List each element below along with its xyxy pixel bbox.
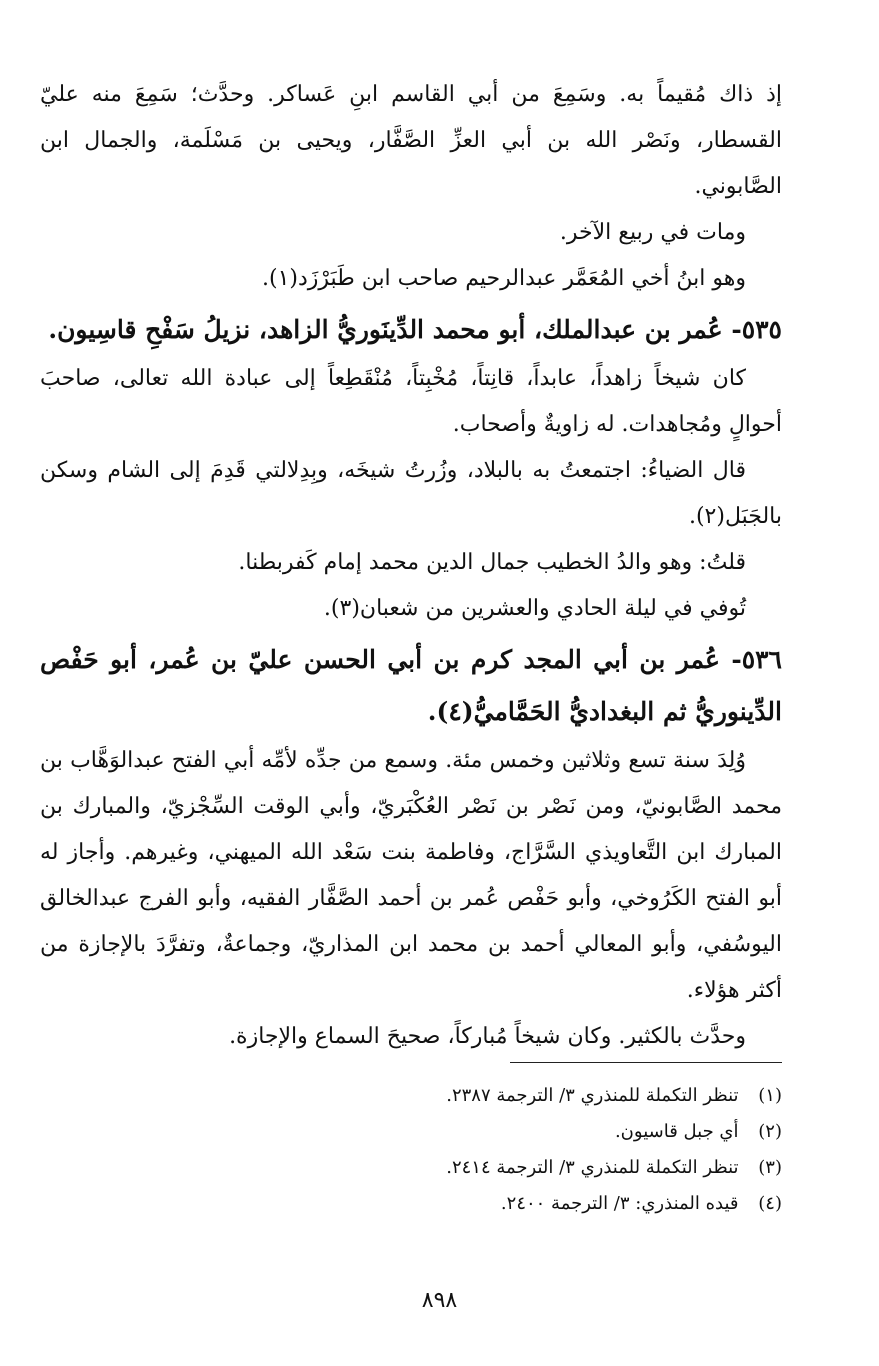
page-body — [40, 72, 782, 1060]
footnote-item — [40, 1186, 782, 1222]
footnote-number: (٣) — [758, 1157, 782, 1178]
footnote-number: (٢) — [758, 1121, 782, 1142]
paragraph-continuation: إذ ذاك مُقيماً به. وسَمِعَ من أبي القاسم ابنِ عَساكر. وحدَّث؛ سَمِعَ منه عليّ القسطار، ونَصْر الله بن أبي العزِّ الصَّفَّار، ويحيى بن مَسْلَمة، والجمال ابن الصَّابوني. — [40, 82, 782, 199]
paragraph-diya-quote: قال الضياءُ: اجتمعتُ به بالبلاد، وزُرتُ شيخَه، وبِدِلالتي قَدِمَ إلى الشام وسكن بالجَبَل(٢). — [40, 458, 782, 529]
footnote-text: أي جبل قاسيون. — [614, 1121, 739, 1142]
footnote-text: تنظر التكملة للمنذري ٣/ الترجمة ٢٤١٤. — [446, 1157, 739, 1178]
paragraph-death-date: تُوفي في ليلة الحادي والعشرين من شعبان(٣). — [323, 596, 746, 621]
footnote-number: (٤) — [758, 1193, 782, 1214]
footnote-item — [40, 1150, 782, 1186]
paragraph-note: قلتُ: وهو والدُ الخطيب جمال الدين محمد إمام كَفربطنا. — [238, 550, 746, 575]
entry-heading-535: ٥٣٥- عُمر بن عبدالملك، أبو محمد الدِّينَوريُّ الزاهد، نزيلُ سَفْحِ قاسِيون. — [48, 315, 782, 344]
entry-heading-536: ٥٣٦- عُمر بن أبي المجد كرم بن أبي الحسن عليّ بن عُمر، أبو حَفْص الدِّينوريُّ ثم البغداديُّ الحَمَّاميُّ(٤). — [40, 645, 782, 726]
paragraph-birth-teachers: وُلِدَ سنة تسع وثلاثين وخمس مئة. وسمع من جدِّه لأمِّه أبي الفتح عبدالوَهَّاب بن محمد الصَّابونيّ، ومن نَصْر بن نَصْر العُكْبَريّ، وأبي الوقت السِّجْزيّ، والمبارك بن المبارك ابن التَّعاويذي السَّرَّاج، وفاطمة بنت سَعْد الله الميهني، وغيرهم. وأجاز له أبو الفتح الكَرُوخي، وأبو حَفْص عُمر بن أحمد الصَّفَّار الفقيه، وأبو الفرج عبدالخالق اليوسُفي، وأبو المعالي أحمد بن محمد ابن المذاريّ، وجماعةٌ، وتفرَّدَ بالإجازة من أكثر هؤلاء. — [40, 748, 782, 1003]
page-number: ٨٩٨ — [421, 1288, 458, 1313]
paragraph-lineage: وهو ابنُ أخي المُعَمَّر عبدالرحيم صاحب ابن طَبَرْزَد(١). — [262, 266, 746, 291]
footnotes-list — [40, 1078, 782, 1222]
footnote-text: تنظر التكملة للمنذري ٣/ الترجمة ٢٣٨٧. — [446, 1085, 739, 1106]
footnote-number: (١) — [758, 1085, 782, 1106]
footnote-item — [40, 1078, 782, 1114]
paragraph-description: كان شيخاً زاهداً، عابداً، قانِتاً، مُخْبِتاً، مُنْقَطِعاً إلى عبادة الله تعالى، صاحبَ أحوالٍ ومُجاهدات. له زاويةٌ وأصحاب. — [40, 366, 782, 437]
footnote-text: قيده المنذري: ٣/ الترجمة ٢٤٠٠. — [500, 1193, 739, 1214]
paragraph-death: ومات في ربيع الآخر. — [559, 220, 746, 245]
footnote-item — [40, 1114, 782, 1150]
paragraph-narration: وحدَّث بالكثير. وكان شيخاً مُباركاً، صحيحَ السماع والإجازة. — [229, 1024, 746, 1049]
footnote-divider — [510, 1062, 782, 1063]
